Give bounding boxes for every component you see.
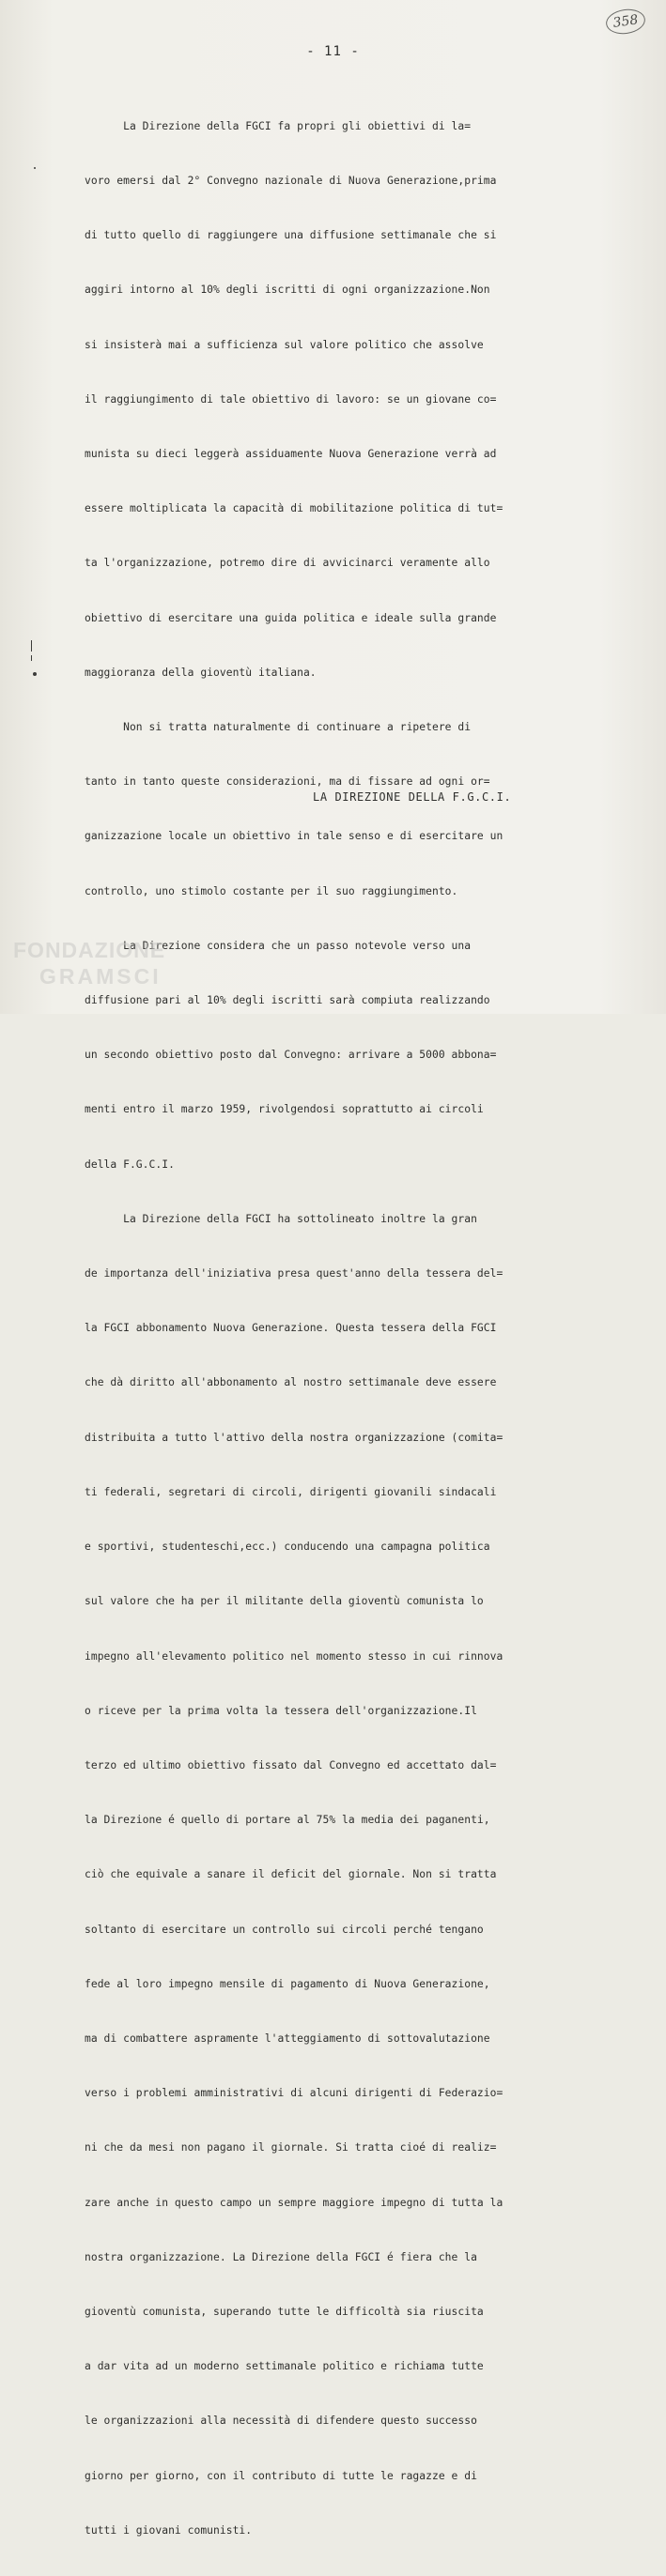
text-line: a dar vita ad un moderno settimanale politico e richiama tutte: [85, 2360, 484, 2373]
text-line: voro emersi dal 2° Convegno nazionale di Nuova Generazione,prima: [85, 175, 497, 188]
body-text: [85, 81, 606, 2576]
margin-pen-mark: [31, 640, 38, 652]
text-line: si insisterà mai a sufficienza sul valore politico che assolve: [85, 338, 484, 351]
text-line: controllo, uno stimolo costante per il suo raggiungimento.: [85, 884, 458, 897]
text-line: aggiri intorno al 10% degli iscritti di ogni organizzazione.Non: [85, 284, 490, 297]
text-line: soltanto di esercitare un controllo sui circoli perché tengano: [85, 1923, 484, 1936]
text-line: La Direzione della FGCI fa propri gli obiettivi di la=: [85, 119, 472, 132]
text-line: menti entro il marzo 1959, rivolgendosi soprattutto ai circoli: [85, 1103, 484, 1116]
text-line: verso i problemi amministrativi di alcuni dirigenti di Federazio=: [85, 2087, 503, 2100]
text-line: impegno all'elevamento politico nel momento stesso in cui rinnova: [85, 1649, 503, 1663]
text-line: La Direzione considera che un passo notevole verso una: [85, 939, 472, 952]
text-line: giorno per giorno, con il contributo di tutte le ragazze e di: [85, 2469, 477, 2482]
text-line: un secondo obiettivo posto dal Convegno: arrivare a 5000 abbona=: [85, 1049, 497, 1062]
text-line: il raggiungimento di tale obiettivo di lavoro: se un giovane co=: [85, 392, 497, 406]
text-line: ti federali, segretari di circoli, dirigenti giovanili sindacali: [85, 1485, 497, 1498]
signature: LA DIREZIONE DELLA F.G.C.I.: [313, 790, 512, 804]
text-line: zare anche in questo campo un sempre maggiore impegno di tutta la: [85, 2196, 503, 2209]
margin-pen-dot: [34, 167, 36, 169]
page-number: - 11 -: [306, 44, 360, 59]
text-line: o riceve per la prima volta la tessera dell'organizzazione.Il: [85, 1704, 477, 1717]
text-line: Non si tratta naturalmente di continuare a ripetere di: [85, 721, 472, 734]
text-line: della F.G.C.I.: [85, 1158, 175, 1171]
text-line: obiettivo di esercitare una guida politica e ideale sulla grande: [85, 611, 497, 624]
text-line: terzo ed ultimo obiettivo fissato dal Convegno ed accettato dal=: [85, 1758, 497, 1771]
text-line: distribuita a tutto l'attivo della nostra organizzazione (comita=: [85, 1431, 503, 1444]
text-line: tanto in tanto queste considerazioni, ma di fissare ad ogni or=: [85, 775, 490, 789]
text-line: essere moltiplicata la capacità di mobilitazione politica di tut=: [85, 502, 503, 515]
text-line: la FGCI abbonamento Nuova Generazione. Questa tessera della FGCI: [85, 1322, 497, 1335]
text-line: e sportivi, studenteschi,ecc.) conducendo una campagna politica: [85, 1541, 490, 1554]
text-line: munista su dieci leggerà assiduamente Nuova Generazione verrà ad: [85, 448, 497, 461]
text-line: ni che da mesi non pagano il giornale. Si tratta cioé di realiz=: [85, 2141, 497, 2154]
text-line: maggioranza della gioventù italiana.: [85, 666, 317, 679]
text-line: ganizzazione locale un obiettivo in tale senso e di esercitare un: [85, 830, 503, 843]
text-line: ma di combattere aspramente l'atteggiamento di sottovalutazione: [85, 2032, 490, 2045]
text-line: de importanza dell'iniziativa presa quest'anno della tessera del=: [85, 1267, 503, 1280]
text-line: che dà diritto all'abbonamento al nostro settimanale deve essere: [85, 1376, 497, 1389]
text-line: ta l'organizzazione, potremo dire di avvicinarci veramente allo: [85, 557, 490, 570]
text-line: la Direzione é quello di portare al 75% la media dei paganenti,: [85, 1814, 490, 1827]
margin-pen-mark: [31, 655, 38, 661]
text-line: le organizzazioni alla necessità di difendere questo successo: [85, 2415, 477, 2428]
text-line: tutti i giovani comunisti.: [85, 2523, 253, 2537]
archive-watermark: [13, 937, 165, 989]
text-line: nostra organizzazione. La Direzione della FGCI é fiera che la: [85, 2250, 477, 2263]
text-line: gioventù comunista, superando tutte le difficoltà sia riuscita: [85, 2305, 484, 2318]
text-line: sul valore che ha per il militante della gioventù comunista lo: [85, 1595, 484, 1608]
margin-pen-dot: [33, 672, 37, 676]
text-line: ciò che equivale a sanare il deficit del giornale. Non si tratta: [85, 1868, 497, 1881]
text-line: di tutto quello di raggiungere una diffusione settimanale che si: [85, 229, 497, 242]
text-line: fede al loro impegno mensile di pagamento di Nuova Generazione,: [85, 1977, 490, 1990]
archive-number-stamp: 358: [604, 7, 646, 37]
watermark-line: GRAMSCI: [39, 964, 162, 989]
text-line: diffusione pari al 10% degli iscritti sarà compiuta realizzando: [85, 994, 490, 1007]
watermark-line: FONDAZIONE: [13, 938, 166, 962]
text-line: La Direzione della FGCI ha sottolineato inoltre la gran: [85, 1212, 477, 1225]
